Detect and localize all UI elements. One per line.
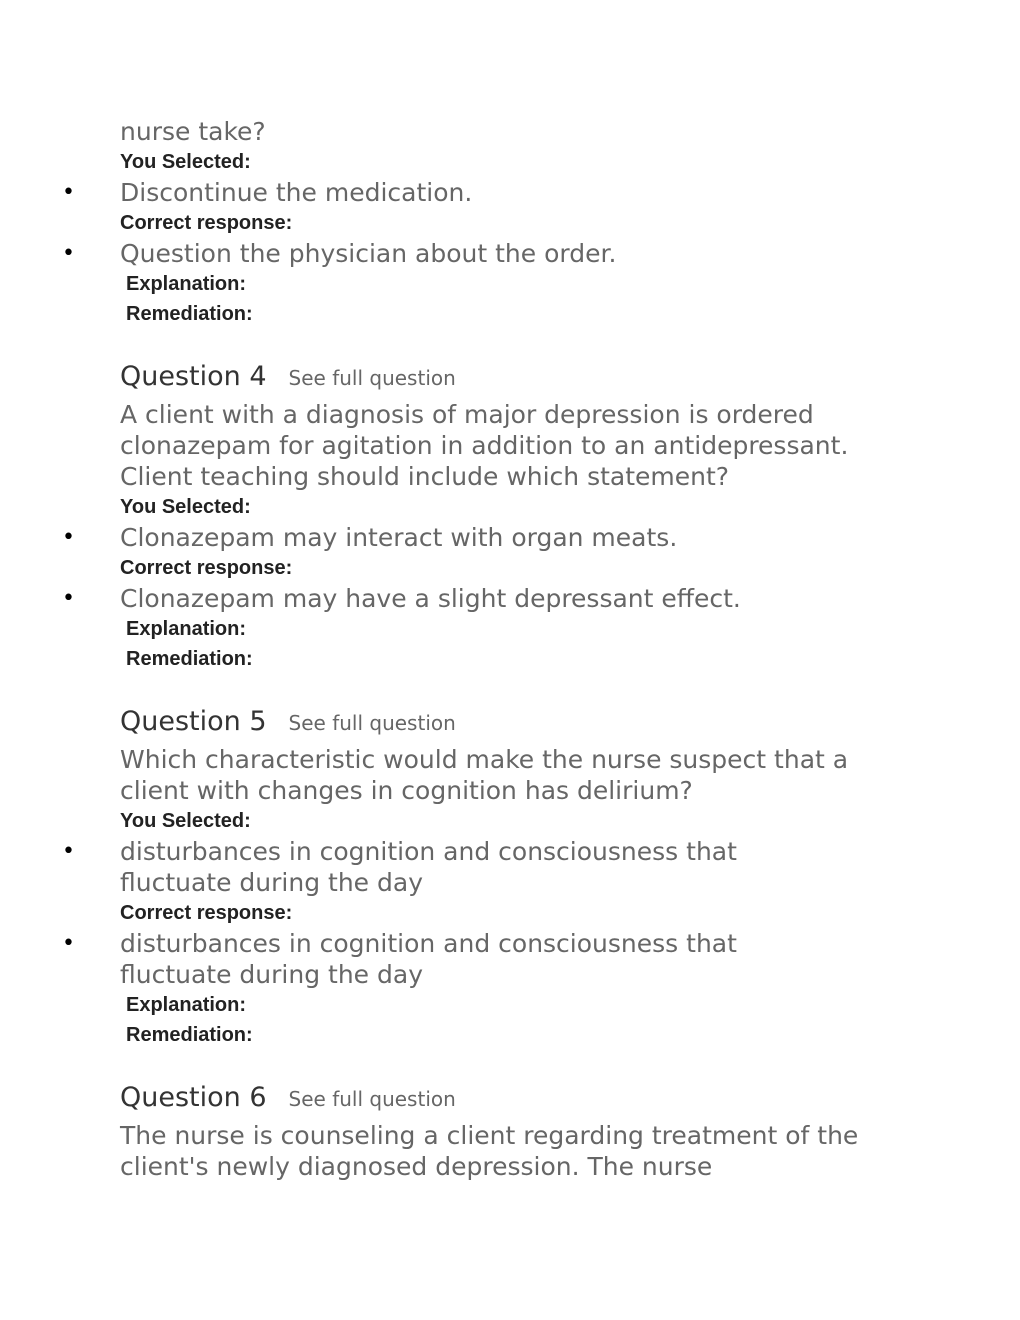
explanation-label: Explanation: bbox=[126, 994, 247, 1016]
question-heading bbox=[120, 361, 920, 399]
correct-response-label: Correct response: bbox=[120, 212, 293, 234]
question-4 bbox=[62, 361, 920, 674]
bullet-icon: • bbox=[62, 586, 75, 611]
selected-answer bbox=[62, 177, 920, 208]
question-title: Question 6 bbox=[120, 1082, 267, 1113]
question-text: A client with a diagnosis of major depression is ordered clonazepam for agitation in addition to an antidepressant. Client teaching should include which statement? bbox=[120, 400, 849, 491]
explanation-label: Explanation: bbox=[126, 273, 247, 295]
see-full-question-link[interactable]: See full question bbox=[288, 711, 456, 735]
see-full-question-link[interactable]: See full question bbox=[288, 1087, 456, 1111]
remediation-label: Remediation: bbox=[126, 303, 253, 325]
question-heading bbox=[120, 1082, 920, 1120]
selected-answer-text: disturbances in cognition and consciousness that fluctuate during the day bbox=[120, 837, 737, 897]
selected-answer bbox=[62, 522, 920, 553]
see-full-question-link[interactable]: See full question bbox=[288, 366, 456, 390]
selected-answer-text: Discontinue the medication. bbox=[120, 178, 473, 207]
question-3-continued bbox=[62, 116, 920, 329]
correct-answer bbox=[62, 928, 920, 990]
question-text: The nurse is counseling a client regarding treatment of the client's newly diagnosed depression. The nurse bbox=[120, 1121, 859, 1181]
question-text: Which characteristic would make the nurse suspect that a client with changes in cognition has delirium? bbox=[120, 745, 849, 805]
correct-answer-text: Clonazepam may have a slight depressant effect. bbox=[120, 584, 741, 613]
question-title: Question 5 bbox=[120, 706, 267, 737]
question-5 bbox=[62, 706, 920, 1050]
correct-answer-text: Question the physician about the order. bbox=[120, 239, 617, 268]
explanation-label: Explanation: bbox=[126, 618, 247, 640]
bullet-icon: • bbox=[62, 525, 75, 550]
correct-response-label: Correct response: bbox=[120, 557, 293, 579]
remediation-label: Remediation: bbox=[126, 648, 253, 670]
you-selected-label: You Selected: bbox=[120, 151, 251, 173]
bullet-icon: • bbox=[62, 180, 75, 205]
bullet-icon: • bbox=[62, 839, 75, 864]
quiz-review-content bbox=[62, 116, 920, 1182]
question-6 bbox=[120, 1082, 920, 1182]
bullet-icon: • bbox=[62, 241, 75, 266]
question-title: Question 4 bbox=[120, 361, 267, 392]
bullet-icon: • bbox=[62, 931, 75, 956]
correct-response-label: Correct response: bbox=[120, 902, 293, 924]
question-text-tail: nurse take? bbox=[120, 117, 266, 146]
correct-answer bbox=[62, 238, 920, 269]
you-selected-label: You Selected: bbox=[120, 810, 251, 832]
correct-answer bbox=[62, 583, 920, 614]
selected-answer bbox=[62, 836, 920, 898]
you-selected-label: You Selected: bbox=[120, 496, 251, 518]
selected-answer-text: Clonazepam may interact with organ meats. bbox=[120, 523, 678, 552]
question-heading bbox=[120, 706, 920, 744]
correct-answer-text: disturbances in cognition and consciousness that fluctuate during the day bbox=[120, 929, 737, 989]
remediation-label: Remediation: bbox=[126, 1024, 253, 1046]
